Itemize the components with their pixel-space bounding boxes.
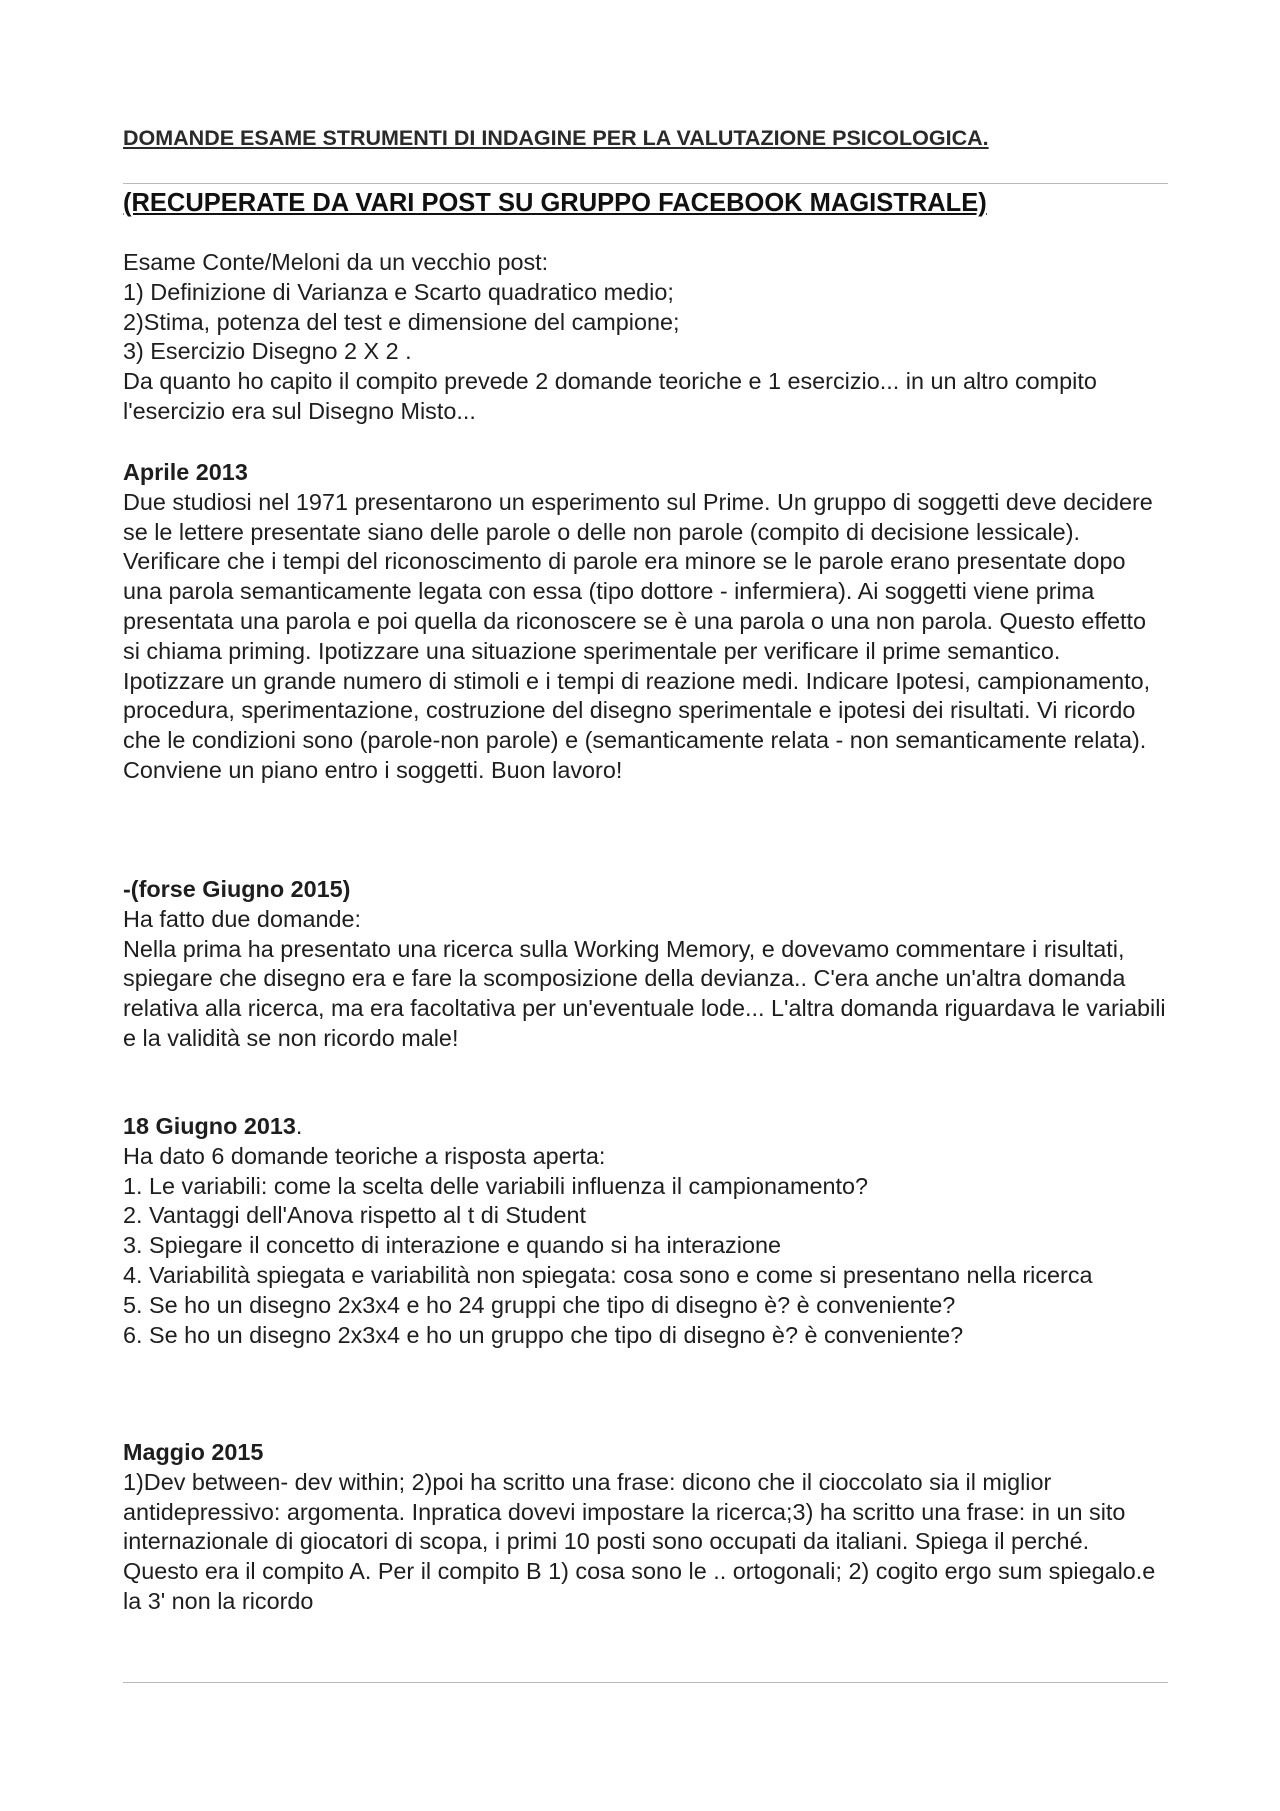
intro-section: [123, 248, 1168, 427]
question-line: 2. Vantaggi dell'Anova rispetto al t di Student: [123, 1202, 587, 1229]
section-body: Nella prima ha presentato una ricerca sulla Working Memory, e dovevamo commentare i risultati, spiegare che disegno era e fare la scomposizione della devianza.. C'era anche un'altra domanda relativa alla ricerca, ma era facoltativa per un'eventuale lode... L'altra domanda riguardava le variabili e la validità se non ricordo male!: [123, 935, 1166, 1051]
section-title: 18 Giugno 2013: [123, 1113, 296, 1139]
section-title: -(forse Giugno 2015): [123, 876, 351, 902]
intro-note: Da quanto ho capito il compito prevede 2 domande teoriche e 1 esercizio... in un altro compito l'esercizio era sul Disegno Misto...: [123, 368, 1097, 424]
intro-line: 3) Esercizio Disegno 2 X 2 .: [123, 338, 412, 365]
question-line: 3. Spiegare il concetto di interazione e quando si ha interazione: [123, 1232, 781, 1259]
question-line: 6. Se ho un disegno 2x3x4 e ho un gruppo che tipo di disegno è? è conveniente?: [123, 1321, 964, 1348]
section-giugno-2015: [123, 875, 1168, 1054]
document-subtitle: (RECUPERATE DA VARI POST SU GRUPPO FACEBOOK MAGISTRALE): [123, 189, 987, 217]
question-line: 1. Le variabili: come la scelta delle variabili influenza il campionamento?: [123, 1172, 868, 1199]
section-line: Ha fatto due domande:: [123, 905, 361, 932]
section-aprile-2013: [123, 458, 1168, 786]
footer-divider: [123, 1682, 1168, 1683]
intro-line: 1) Definizione di Varianza e Scarto quadratico medio;: [123, 278, 674, 305]
question-line: Ha dato 6 domande teoriche a risposta aperta:: [123, 1142, 606, 1169]
section-title-line: [123, 1112, 1168, 1142]
question-line: 5. Se ho un disegno 2x3x4 e ho 24 gruppi che tipo di disegno è? è conveniente?: [123, 1291, 956, 1318]
intro-line: Esame Conte/Meloni da un vecchio post:: [123, 249, 549, 275]
section-title-suffix: .: [295, 1113, 303, 1139]
document-title: DOMANDE ESAME STRUMENTI DI INDAGINE PER LA VALUTAZIONE PSICOLOGICA.: [123, 126, 989, 150]
section-maggio-2015: [123, 1438, 1168, 1617]
section-title: Aprile 2013: [123, 459, 248, 485]
title-divider: [123, 183, 1168, 184]
question-line: 4. Variabilità spiegata e variabilità non spiegata: cosa sono e come si presentano nella ricerca: [123, 1261, 1093, 1288]
section-body: 1)Dev between- dev within; 2)poi ha scritto una frase: dicono che il cioccolato sia il miglior antidepressivo: argomenta. Inpratica dovevi impostare la ricerca;3) ha scritto una frase: in un sito internazionale di giocatori di scopa, i primi 10 posti sono occupati da italiani. Spiega il perché. Questo era il compito A. Per il compito B 1) cosa sono le .. ortogonali; 2) cogito ergo sum spiegalo.e la 3' non la ricordo: [123, 1468, 1156, 1614]
section-18-giugno-2013: [123, 1112, 1168, 1350]
section-body: Due studiosi nel 1971 presentarono un esperimento sul Prime. Un gruppo di soggetti deve decidere se le lettere presentate siano delle parole o delle non parole (compito di decisione lessicale). Verificare che i tempi del riconoscimento di parole era minore se le parole erano presentate dopo una parola semanticamente legata con essa (tipo dottore - infermiera). Ai soggetti viene prima presentata una parola e poi quella da riconoscere se è una parola o una non parola. Questo effetto si chiama priming. Ipotizzare una situazione sperimentale per verificare il prime semantico. Ipotizzare un grande numero di stimoli e i tempi di reazione medi. Indicare Ipotesi, campionamento, procedura, sperimentazione, costruzione del disegno sperimentale e ipotesi dei risultati. Vi ricordo che le condizioni sono (parole-non parole) e (semanticamente relata - non semanticamente relata). Conviene un piano entro i soggetti. Buon lavoro!: [123, 488, 1153, 783]
section-title: Maggio 2015: [123, 1439, 264, 1465]
intro-line: 2)Stima, potenza del test e dimensione del campione;: [123, 308, 680, 335]
